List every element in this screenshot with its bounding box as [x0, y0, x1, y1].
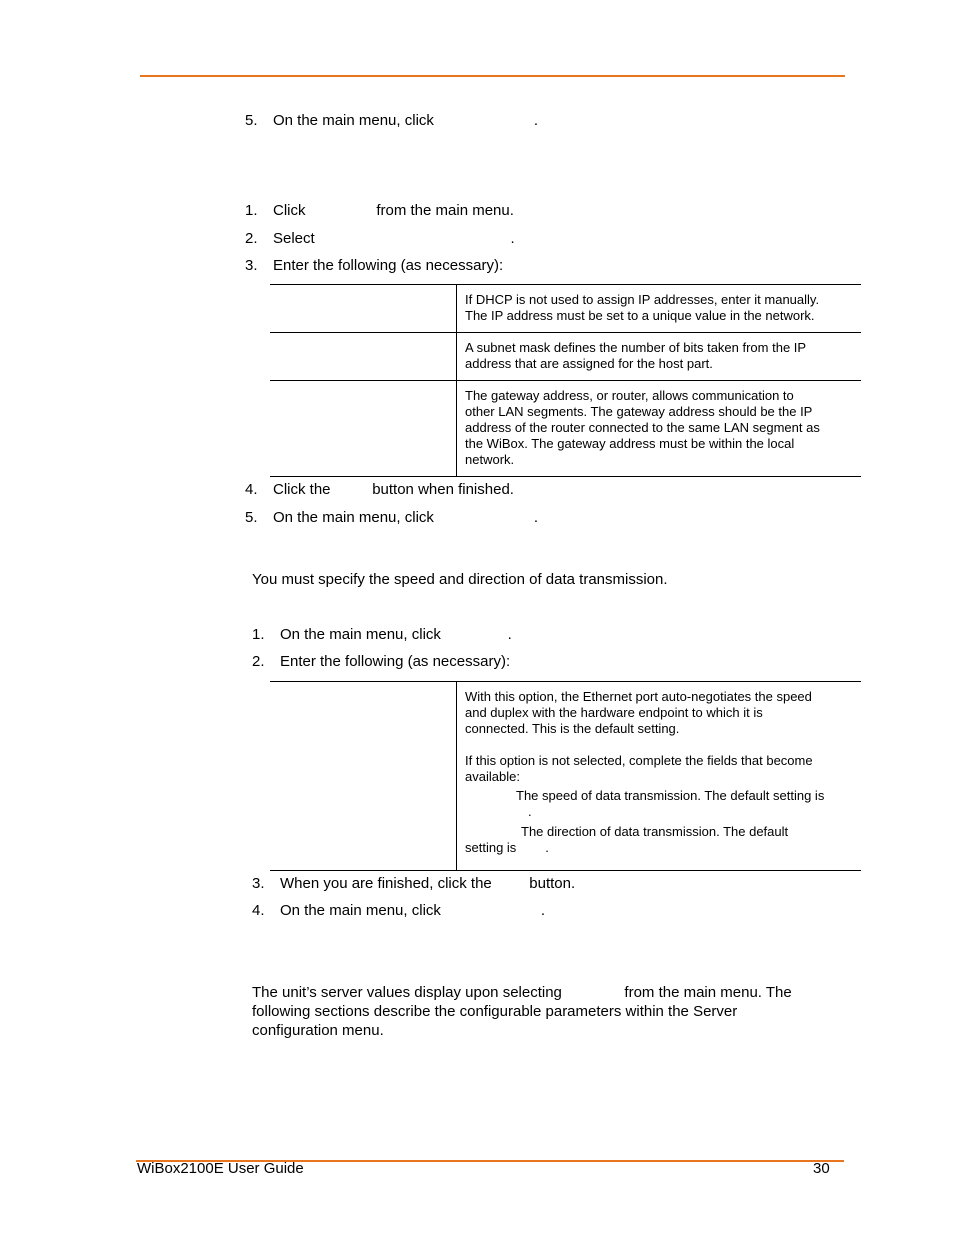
table-row [270, 381, 861, 477]
table-row [270, 682, 861, 871]
footer-title: WiBox2100E User Guide [137, 1160, 304, 1177]
param-label [270, 682, 457, 871]
param-label [270, 285, 457, 333]
table-row [270, 333, 861, 381]
ethernet-settings-table [270, 681, 861, 871]
param-description: The gateway address, or router, allows communication to other LAN segments. The gateway address should be the IP address of the router connected to the same LAN segment as the WiBox. The gateway address must be within the local network. [457, 381, 862, 477]
server-paragraph: The unit’s server values display upon selecting from the main menu. The following sections describe the configurable parameters within the Server configuration menu. [252, 984, 792, 1039]
param-description: With this option, the Ethernet port auto-negotiates the speed and duplex with the hardware endpoint to which it is connected. This is the default setting. If this option is not selected, complete the fields that become available: The speed of data transmission. The default setting is . The direction of data transmission. The default setting is . [457, 682, 862, 871]
table-row [270, 285, 861, 333]
param-label [270, 381, 457, 477]
param-label [270, 333, 457, 381]
page-number: 30 [813, 1160, 830, 1177]
header-rule [140, 75, 845, 77]
section-intro: You must specify the speed and direction of data transmission. [252, 571, 668, 588]
param-description: A subnet mask defines the number of bits taken from the IP address that are assigned for the host part. [457, 333, 862, 381]
param-description: If DHCP is not used to assign IP addresses, enter it manually. The IP address must be set to a unique value in the network. [457, 285, 862, 333]
ip-settings-table [270, 284, 861, 477]
